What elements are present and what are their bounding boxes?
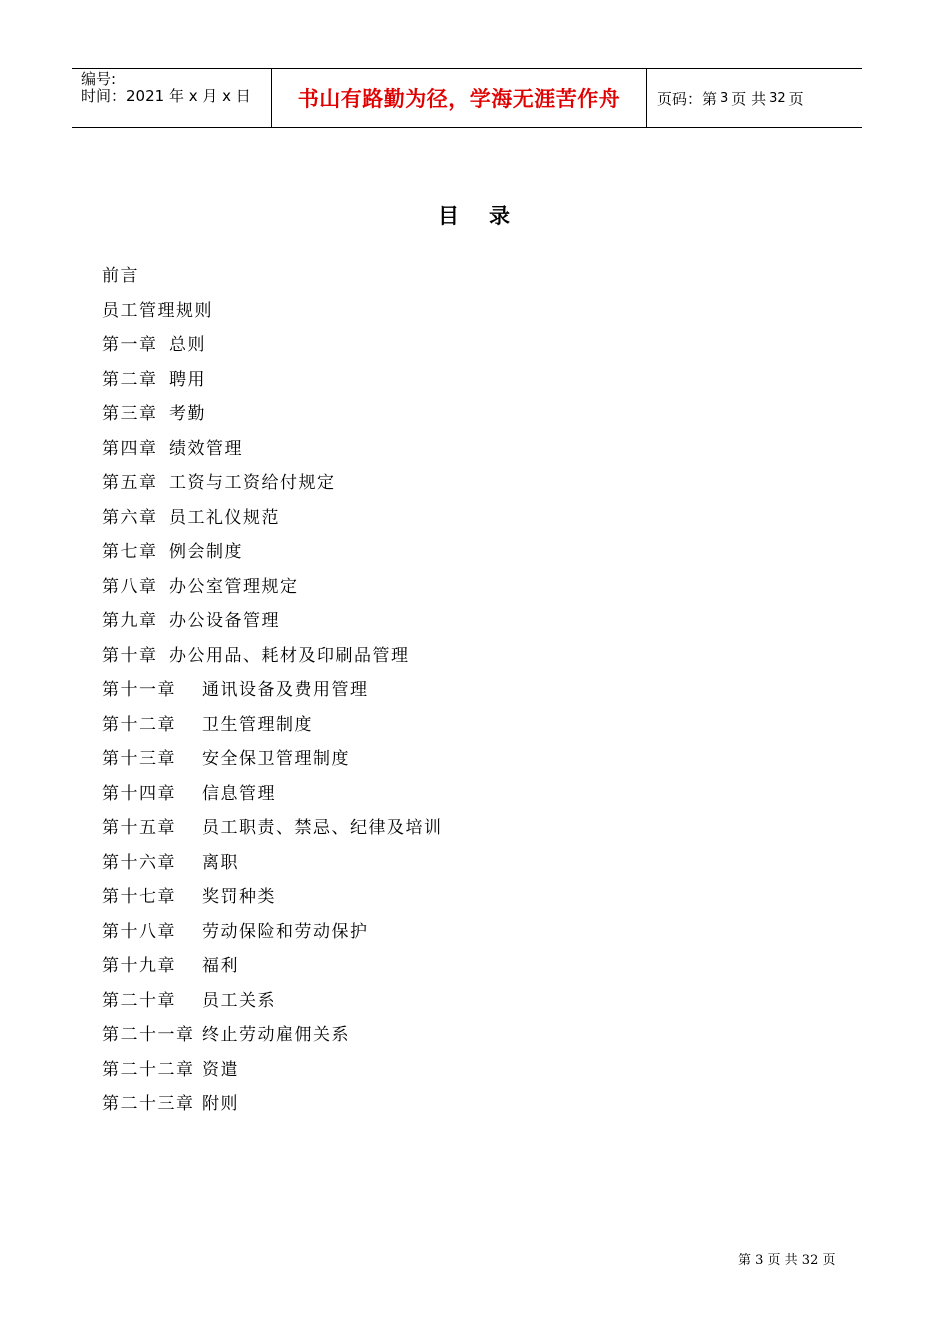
toc-chapter-number: 第二章: [102, 369, 158, 390]
toc-chapter-number: 第十二章: [102, 714, 176, 735]
toc-chapter-title: 员工关系: [202, 990, 276, 1011]
toc-entry[interactable]: [102, 782, 443, 817]
toc-chapter-number: 第十八章: [102, 921, 176, 942]
page-total: 32: [769, 90, 786, 106]
document-number-label: 编号:: [81, 70, 117, 88]
toc-chapter-title: 例会制度: [169, 542, 243, 562]
toc-chapter-number: 第十章: [102, 645, 158, 666]
toc-chapter-title: 离职: [202, 852, 239, 873]
toc-chapter-title: 卫生管理制度: [202, 714, 313, 735]
toc-chapter-number: 第七章: [102, 542, 158, 562]
toc-chapter-number: 第二十章: [102, 990, 176, 1011]
toc-chapter-title: 考勤: [169, 404, 206, 424]
toc-chapter-number: 第二十二章: [102, 1059, 195, 1080]
toc-chapter-title: 终止劳动雇佣关系: [202, 1025, 350, 1045]
toc-entry[interactable]: [102, 816, 443, 851]
header-motto: [272, 69, 647, 127]
toc-chapter-title: 通讯设备及费用管理: [202, 680, 369, 700]
toc-entry[interactable]: [102, 609, 443, 644]
toc-chapter-title: 前言: [102, 266, 139, 286]
toc-chapter-number: 第四章: [102, 438, 158, 459]
toc-chapter-number: 第十五章: [102, 818, 176, 838]
toc-entry[interactable]: [102, 920, 443, 955]
toc-entry[interactable]: [102, 989, 443, 1024]
page-title: [0, 200, 950, 230]
header-page-info: [647, 69, 862, 127]
toc-chapter-number: 第五章: [102, 473, 158, 493]
toc-chapter-number: 第三章: [102, 404, 158, 424]
toc-entry[interactable]: [102, 747, 443, 782]
toc-chapter-number: 第十七章: [102, 887, 176, 907]
toc-chapter-title: 资遣: [202, 1059, 239, 1080]
toc-entry[interactable]: [102, 713, 443, 748]
page-footer: [738, 1249, 835, 1268]
toc-entry[interactable]: [102, 1023, 443, 1058]
toc-chapter-title: 员工礼仪规范: [169, 507, 280, 528]
toc-chapter-title: 办公用品、耗材及印刷品管理: [169, 645, 410, 666]
title-char-1: 目: [438, 203, 461, 228]
toc-chapter-title: 信息管理: [202, 783, 276, 804]
motto-text: 书山有路勤为径，学海无涯苦作舟: [297, 87, 621, 111]
toc-entry[interactable]: [102, 402, 443, 437]
toc-chapter-number: 第十四章: [102, 783, 176, 804]
toc-entry[interactable]: [102, 333, 443, 368]
toc-entry[interactable]: [102, 1092, 443, 1127]
toc-chapter-number: 第十六章: [102, 852, 176, 873]
page-current: 3: [720, 90, 729, 106]
toc-entry[interactable]: [102, 575, 443, 610]
toc-chapter-number: 第十一章: [102, 680, 176, 700]
toc-chapter-number: 第八章: [102, 576, 158, 597]
table-of-contents: [102, 264, 443, 1127]
toc-chapter-title: 办公设备管理: [169, 611, 280, 631]
toc-chapter-number: 第九章: [102, 611, 158, 631]
toc-chapter-number: 第六章: [102, 507, 158, 528]
toc-entry[interactable]: [102, 437, 443, 472]
toc-chapter-title: 福利: [202, 956, 239, 976]
page-info-mid: 页 共: [731, 89, 767, 108]
toc-chapter-title: 办公室管理规定: [169, 576, 299, 597]
toc-entry[interactable]: [102, 471, 443, 506]
toc-chapter-title: 员工职责、禁忌、纪律及培训: [202, 818, 443, 838]
title-char-2: 录: [489, 203, 512, 228]
toc-chapter-number: 第二十三章: [102, 1094, 195, 1114]
toc-entry[interactable]: [102, 885, 443, 920]
toc-entry[interactable]: [102, 954, 443, 989]
toc-entry[interactable]: [102, 264, 443, 299]
toc-entry[interactable]: [102, 1058, 443, 1093]
toc-chapter-title: 奖罚种类: [202, 887, 276, 907]
toc-entry[interactable]: [102, 540, 443, 575]
toc-entry[interactable]: [102, 299, 443, 334]
toc-chapter-title: 劳动保险和劳动保护: [202, 921, 369, 942]
toc-chapter-title: 安全保卫管理制度: [202, 749, 350, 769]
toc-chapter-number: 第十九章: [102, 956, 176, 976]
page-info-suffix: 页: [788, 89, 804, 108]
toc-chapter-title: 员工管理规则: [102, 300, 213, 321]
toc-chapter-title: 工资与工资给付规定: [169, 473, 336, 493]
toc-chapter-title: 绩效管理: [169, 438, 243, 459]
toc-chapter-title: 聘用: [169, 369, 206, 390]
toc-entry[interactable]: [102, 506, 443, 541]
toc-chapter-title: 总则: [169, 335, 206, 355]
header-meta: [72, 69, 272, 127]
toc-chapter-number: 第十三章: [102, 749, 176, 769]
page-info-prefix: 页码：第: [657, 89, 718, 108]
toc-chapter-number: 第一章: [102, 335, 158, 355]
document-date: 时间：2021 年 x 月 x 日: [81, 87, 251, 105]
footer-page-number: 第 3 页 共 32 页: [738, 1253, 836, 1268]
toc-chapter-number: 第二十一章: [102, 1025, 195, 1045]
page-header: [72, 68, 862, 128]
toc-entry[interactable]: [102, 678, 443, 713]
toc-chapter-title: 附则: [202, 1094, 239, 1114]
toc-entry[interactable]: [102, 851, 443, 886]
toc-entry[interactable]: [102, 644, 443, 679]
toc-entry[interactable]: [102, 368, 443, 403]
